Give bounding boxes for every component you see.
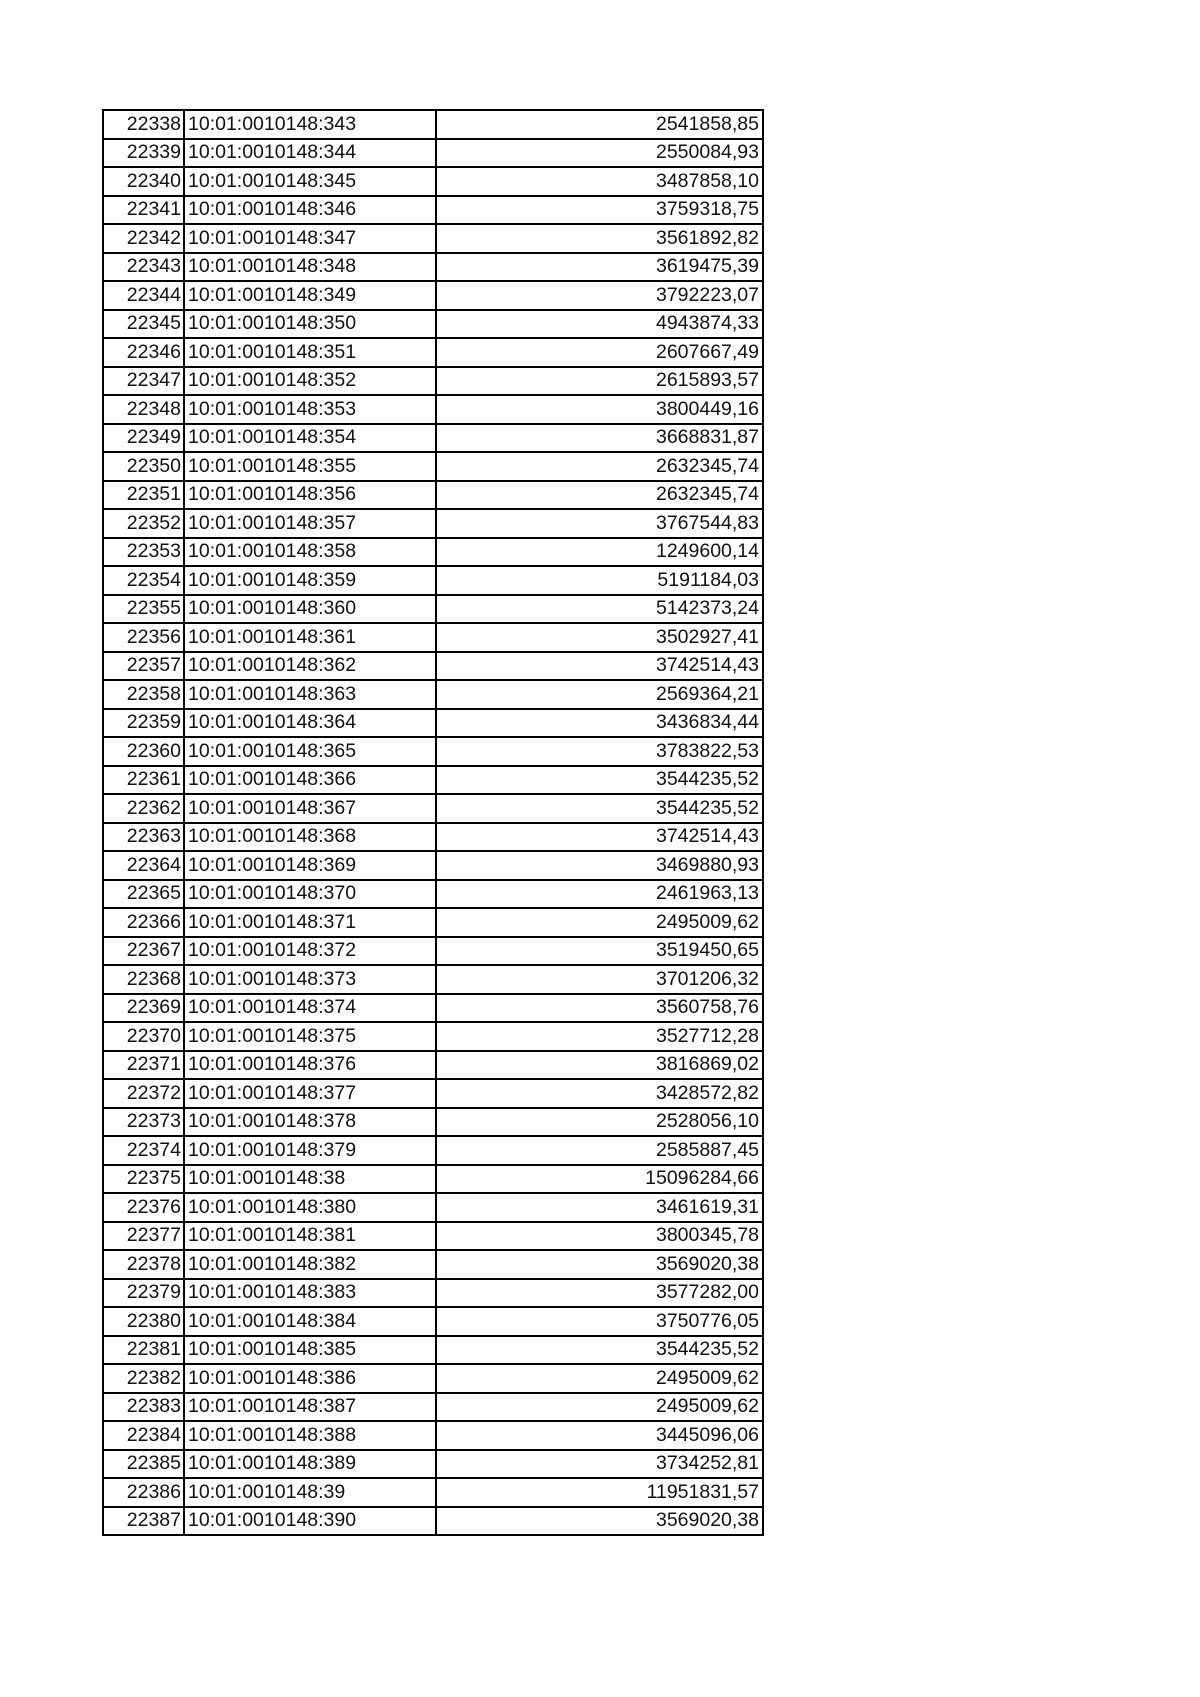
row-number-cell: 22378 xyxy=(103,1250,184,1279)
table-row xyxy=(103,1079,763,1108)
table-body xyxy=(103,110,763,1535)
cadastral-number-cell: 10:01:0010148:368 xyxy=(184,823,436,852)
row-number-cell: 22359 xyxy=(103,709,184,738)
table-row xyxy=(103,395,763,424)
cadastral-value-cell: 3783822,53 xyxy=(436,737,763,766)
table-row xyxy=(103,1108,763,1137)
row-number-cell: 22343 xyxy=(103,253,184,282)
cadastral-number-cell: 10:01:0010148:382 xyxy=(184,1250,436,1279)
cadastral-number-cell: 10:01:0010148:38 xyxy=(184,1165,436,1194)
cadastral-value-cell: 5142373,24 xyxy=(436,595,763,624)
cadastral-number-cell: 10:01:0010148:390 xyxy=(184,1507,436,1536)
cadastral-value-cell: 3544235,52 xyxy=(436,1336,763,1365)
cadastral-value-cell: 3461619,31 xyxy=(436,1193,763,1222)
cadastral-value-cell: 3767544,83 xyxy=(436,509,763,538)
row-number-cell: 22338 xyxy=(103,110,184,139)
row-number-cell: 22373 xyxy=(103,1108,184,1137)
table-row xyxy=(103,880,763,909)
cadastral-value-cell: 3445096,06 xyxy=(436,1421,763,1450)
cadastral-value-cell: 2495009,62 xyxy=(436,1364,763,1393)
cadastral-value-cell: 1249600,14 xyxy=(436,538,763,567)
cadastral-value-cell: 3569020,38 xyxy=(436,1250,763,1279)
table-row xyxy=(103,1193,763,1222)
cadastral-number-cell: 10:01:0010148:363 xyxy=(184,680,436,709)
cadastral-value-cell: 2632345,74 xyxy=(436,481,763,510)
row-number-cell: 22382 xyxy=(103,1364,184,1393)
table-row xyxy=(103,1051,763,1080)
table-row xyxy=(103,253,763,282)
table-row xyxy=(103,994,763,1023)
table-row xyxy=(103,110,763,139)
cadastral-number-cell: 10:01:0010148:383 xyxy=(184,1279,436,1308)
cadastral-value-cell: 2615893,57 xyxy=(436,367,763,396)
table-row xyxy=(103,680,763,709)
table-row xyxy=(103,1222,763,1251)
cadastral-value-cell: 3560758,76 xyxy=(436,994,763,1023)
cadastral-number-cell: 10:01:0010148:353 xyxy=(184,395,436,424)
cadastral-value-cell: 15096284,66 xyxy=(436,1165,763,1194)
cadastral-number-cell: 10:01:0010148:349 xyxy=(184,281,436,310)
cadastral-value-cell: 3668831,87 xyxy=(436,424,763,453)
row-number-cell: 22361 xyxy=(103,766,184,795)
cadastral-number-cell: 10:01:0010148:359 xyxy=(184,566,436,595)
cadastral-value-cell: 3701206,32 xyxy=(436,965,763,994)
cadastral-value-table xyxy=(102,109,764,1536)
row-number-cell: 22355 xyxy=(103,595,184,624)
cadastral-value-cell: 2585887,45 xyxy=(436,1136,763,1165)
cadastral-value-cell: 3816869,02 xyxy=(436,1051,763,1080)
row-number-cell: 22354 xyxy=(103,566,184,595)
table-row xyxy=(103,310,763,339)
row-number-cell: 22347 xyxy=(103,367,184,396)
cadastral-value-cell: 3800345,78 xyxy=(436,1222,763,1251)
cadastral-number-cell: 10:01:0010148:362 xyxy=(184,652,436,681)
cadastral-number-cell: 10:01:0010148:376 xyxy=(184,1051,436,1080)
cadastral-number-cell: 10:01:0010148:354 xyxy=(184,424,436,453)
row-number-cell: 22339 xyxy=(103,139,184,168)
cadastral-value-cell: 3759318,75 xyxy=(436,196,763,225)
cadastral-number-cell: 10:01:0010148:365 xyxy=(184,737,436,766)
cadastral-number-cell: 10:01:0010148:381 xyxy=(184,1222,436,1251)
cadastral-value-cell: 11951831,57 xyxy=(436,1478,763,1507)
cadastral-number-cell: 10:01:0010148:388 xyxy=(184,1421,436,1450)
table-row xyxy=(103,1250,763,1279)
row-number-cell: 22348 xyxy=(103,395,184,424)
table-row xyxy=(103,595,763,624)
cadastral-value-cell: 3750776,05 xyxy=(436,1307,763,1336)
cadastral-number-cell: 10:01:0010148:385 xyxy=(184,1336,436,1365)
cadastral-number-cell: 10:01:0010148:357 xyxy=(184,509,436,538)
table-row xyxy=(103,1421,763,1450)
cadastral-value-cell: 2541858,85 xyxy=(436,110,763,139)
row-number-cell: 22367 xyxy=(103,937,184,966)
table-row xyxy=(103,1507,763,1536)
row-number-cell: 22370 xyxy=(103,1022,184,1051)
cadastral-value-cell: 2495009,62 xyxy=(436,1393,763,1422)
row-number-cell: 22360 xyxy=(103,737,184,766)
table-row xyxy=(103,1478,763,1507)
cadastral-number-cell: 10:01:0010148:372 xyxy=(184,937,436,966)
cadastral-value-cell: 3561892,82 xyxy=(436,224,763,253)
row-number-cell: 22349 xyxy=(103,424,184,453)
row-number-cell: 22384 xyxy=(103,1421,184,1450)
row-number-cell: 22377 xyxy=(103,1222,184,1251)
cadastral-number-cell: 10:01:0010148:378 xyxy=(184,1108,436,1137)
cadastral-number-cell: 10:01:0010148:371 xyxy=(184,908,436,937)
cadastral-value-cell: 5191184,03 xyxy=(436,566,763,595)
cadastral-value-cell: 3519450,65 xyxy=(436,937,763,966)
cadastral-value-cell: 3734252,81 xyxy=(436,1450,763,1479)
table-row xyxy=(103,823,763,852)
cadastral-number-cell: 10:01:0010148:348 xyxy=(184,253,436,282)
cadastral-value-cell: 2569364,21 xyxy=(436,680,763,709)
table-row xyxy=(103,794,763,823)
table-row xyxy=(103,509,763,538)
row-number-cell: 22364 xyxy=(103,851,184,880)
cadastral-value-cell: 2495009,62 xyxy=(436,908,763,937)
cadastral-value-cell: 2607667,49 xyxy=(436,338,763,367)
cadastral-value-cell: 3527712,28 xyxy=(436,1022,763,1051)
row-number-cell: 22372 xyxy=(103,1079,184,1108)
table-row xyxy=(103,908,763,937)
row-number-cell: 22365 xyxy=(103,880,184,909)
table-row xyxy=(103,538,763,567)
cadastral-number-cell: 10:01:0010148:366 xyxy=(184,766,436,795)
table-row xyxy=(103,167,763,196)
cadastral-value-cell: 3569020,38 xyxy=(436,1507,763,1536)
table-row xyxy=(103,623,763,652)
row-number-cell: 22371 xyxy=(103,1051,184,1080)
cadastral-number-cell: 10:01:0010148:356 xyxy=(184,481,436,510)
table-row xyxy=(103,224,763,253)
table-row xyxy=(103,1279,763,1308)
table-row xyxy=(103,766,763,795)
table-row xyxy=(103,424,763,453)
table-row xyxy=(103,737,763,766)
table-row xyxy=(103,338,763,367)
cadastral-number-cell: 10:01:0010148:344 xyxy=(184,139,436,168)
cadastral-value-cell: 3792223,07 xyxy=(436,281,763,310)
cadastral-value-cell: 3428572,82 xyxy=(436,1079,763,1108)
cadastral-value-cell: 2528056,10 xyxy=(436,1108,763,1137)
cadastral-number-cell: 10:01:0010148:377 xyxy=(184,1079,436,1108)
cadastral-number-cell: 10:01:0010148:364 xyxy=(184,709,436,738)
cadastral-number-cell: 10:01:0010148:347 xyxy=(184,224,436,253)
table-row xyxy=(103,1450,763,1479)
row-number-cell: 22351 xyxy=(103,481,184,510)
table-row xyxy=(103,1364,763,1393)
row-number-cell: 22379 xyxy=(103,1279,184,1308)
row-number-cell: 22350 xyxy=(103,452,184,481)
table-row xyxy=(103,139,763,168)
cadastral-value-cell: 3487858,10 xyxy=(436,167,763,196)
cadastral-number-cell: 10:01:0010148:373 xyxy=(184,965,436,994)
table-row xyxy=(103,452,763,481)
cadastral-number-cell: 10:01:0010148:386 xyxy=(184,1364,436,1393)
cadastral-value-cell: 2461963,13 xyxy=(436,880,763,909)
row-number-cell: 22342 xyxy=(103,224,184,253)
row-number-cell: 22341 xyxy=(103,196,184,225)
row-number-cell: 22363 xyxy=(103,823,184,852)
cadastral-value-cell: 4943874,33 xyxy=(436,310,763,339)
row-number-cell: 22346 xyxy=(103,338,184,367)
table-row xyxy=(103,1393,763,1422)
cadastral-value-cell: 3742514,43 xyxy=(436,823,763,852)
cadastral-value-cell: 2632345,74 xyxy=(436,452,763,481)
table-row xyxy=(103,851,763,880)
cadastral-number-cell: 10:01:0010148:370 xyxy=(184,880,436,909)
table-row xyxy=(103,937,763,966)
cadastral-value-cell: 3544235,52 xyxy=(436,766,763,795)
cadastral-number-cell: 10:01:0010148:389 xyxy=(184,1450,436,1479)
cadastral-number-cell: 10:01:0010148:380 xyxy=(184,1193,436,1222)
row-number-cell: 22358 xyxy=(103,680,184,709)
table-row xyxy=(103,1022,763,1051)
cadastral-number-cell: 10:01:0010148:343 xyxy=(184,110,436,139)
table-row xyxy=(103,566,763,595)
cadastral-number-cell: 10:01:0010148:361 xyxy=(184,623,436,652)
row-number-cell: 22368 xyxy=(103,965,184,994)
row-number-cell: 22362 xyxy=(103,794,184,823)
cadastral-number-cell: 10:01:0010148:355 xyxy=(184,452,436,481)
table-row xyxy=(103,965,763,994)
cadastral-number-cell: 10:01:0010148:374 xyxy=(184,994,436,1023)
cadastral-value-cell: 3742514,43 xyxy=(436,652,763,681)
cadastral-number-cell: 10:01:0010148:350 xyxy=(184,310,436,339)
cadastral-number-cell: 10:01:0010148:346 xyxy=(184,196,436,225)
cadastral-number-cell: 10:01:0010148:384 xyxy=(184,1307,436,1336)
row-number-cell: 22381 xyxy=(103,1336,184,1365)
row-number-cell: 22356 xyxy=(103,623,184,652)
cadastral-value-cell: 3469880,93 xyxy=(436,851,763,880)
row-number-cell: 22380 xyxy=(103,1307,184,1336)
row-number-cell: 22376 xyxy=(103,1193,184,1222)
row-number-cell: 22374 xyxy=(103,1136,184,1165)
row-number-cell: 22366 xyxy=(103,908,184,937)
cadastral-value-cell: 3544235,52 xyxy=(436,794,763,823)
cadastral-number-cell: 10:01:0010148:375 xyxy=(184,1022,436,1051)
cadastral-value-cell: 2550084,93 xyxy=(436,139,763,168)
row-number-cell: 22385 xyxy=(103,1450,184,1479)
cadastral-value-cell: 3436834,44 xyxy=(436,709,763,738)
table-row xyxy=(103,1307,763,1336)
table-row xyxy=(103,481,763,510)
row-number-cell: 22387 xyxy=(103,1507,184,1536)
row-number-cell: 22369 xyxy=(103,994,184,1023)
cadastral-number-cell: 10:01:0010148:351 xyxy=(184,338,436,367)
cadastral-number-cell: 10:01:0010148:387 xyxy=(184,1393,436,1422)
table-row xyxy=(103,367,763,396)
table-row xyxy=(103,196,763,225)
table-row xyxy=(103,652,763,681)
row-number-cell: 22357 xyxy=(103,652,184,681)
cadastral-number-cell: 10:01:0010148:39 xyxy=(184,1478,436,1507)
table-row xyxy=(103,709,763,738)
table-row xyxy=(103,281,763,310)
table-row xyxy=(103,1136,763,1165)
row-number-cell: 22340 xyxy=(103,167,184,196)
row-number-cell: 22353 xyxy=(103,538,184,567)
cadastral-value-cell: 3619475,39 xyxy=(436,253,763,282)
cadastral-number-cell: 10:01:0010148:369 xyxy=(184,851,436,880)
cadastral-number-cell: 10:01:0010148:358 xyxy=(184,538,436,567)
row-number-cell: 22386 xyxy=(103,1478,184,1507)
cadastral-number-cell: 10:01:0010148:379 xyxy=(184,1136,436,1165)
cadastral-value-cell: 3800449,16 xyxy=(436,395,763,424)
row-number-cell: 22375 xyxy=(103,1165,184,1194)
cadastral-number-cell: 10:01:0010148:360 xyxy=(184,595,436,624)
row-number-cell: 22352 xyxy=(103,509,184,538)
table-row xyxy=(103,1336,763,1365)
row-number-cell: 22383 xyxy=(103,1393,184,1422)
row-number-cell: 22344 xyxy=(103,281,184,310)
cadastral-number-cell: 10:01:0010148:367 xyxy=(184,794,436,823)
cadastral-value-cell: 3577282,00 xyxy=(436,1279,763,1308)
cadastral-value-cell: 3502927,41 xyxy=(436,623,763,652)
table-row xyxy=(103,1165,763,1194)
cadastral-number-cell: 10:01:0010148:345 xyxy=(184,167,436,196)
cadastral-number-cell: 10:01:0010148:352 xyxy=(184,367,436,396)
row-number-cell: 22345 xyxy=(103,310,184,339)
